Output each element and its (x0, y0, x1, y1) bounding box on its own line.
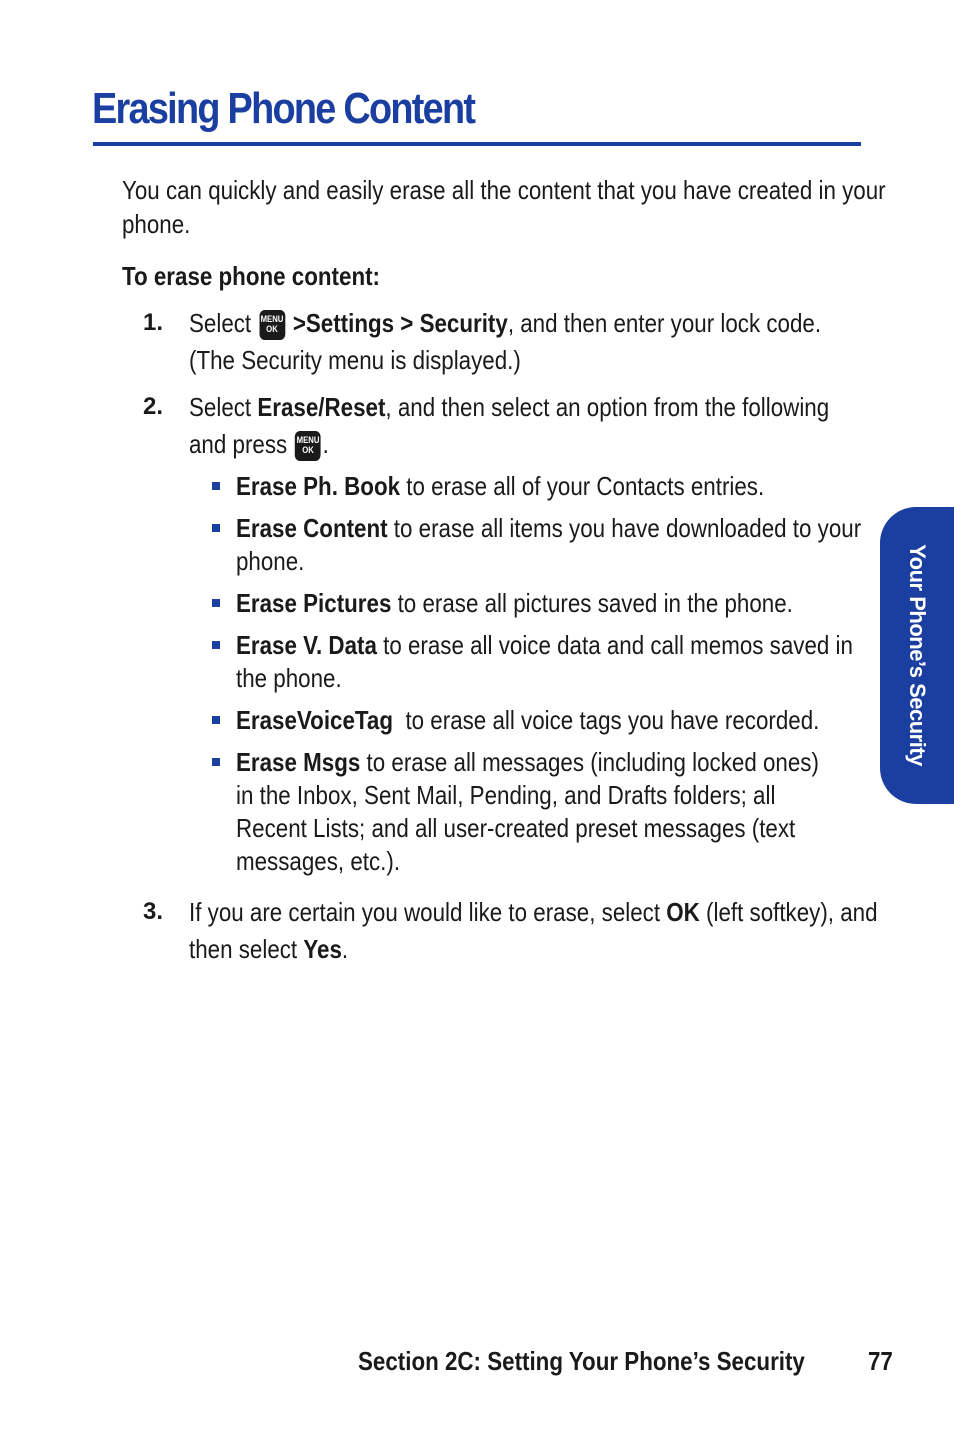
side-tab-label: Your Phone’s Security (905, 544, 930, 766)
step-3-line-2 (189, 932, 348, 966)
option-erase-voice-tag (236, 703, 819, 737)
option-term: Erase Content (236, 513, 388, 543)
option-erase-content-line-2: phone. (236, 546, 305, 576)
option-desc: to erase all items you have downloaded to your (393, 513, 862, 543)
option-erase-content (236, 511, 861, 545)
option-term: Erase Msgs (236, 747, 361, 777)
option-desc: to erase all voice data and call memos saved in (383, 630, 853, 660)
option-desc: to erase all voice tags you have recorded. (405, 705, 820, 735)
bullet-icon (212, 482, 220, 490)
option-term: EraseVoiceTag (236, 705, 394, 735)
step-2-line-2 (189, 427, 329, 461)
bullet-icon (212, 599, 220, 607)
step-1-menu-path: >Settings > Security (292, 308, 508, 338)
step-2-text-c: , and then select an option from the following (385, 392, 830, 422)
option-erase-msgs-line-3: Recent Lists; and all user-created preset messages (text (236, 813, 796, 843)
option-erase-pictures (236, 586, 793, 620)
menu-ok-key-icon (259, 310, 285, 340)
option-term: Erase V. Data (236, 630, 377, 660)
bullet-icon (212, 524, 220, 532)
step-2-text-d: and press (189, 429, 288, 459)
step-2-number: 2. (143, 393, 164, 420)
step-1-text-c: , and then enter your lock code. (507, 308, 822, 338)
step-3-number: 3. (143, 898, 164, 925)
option-erase-msgs (236, 745, 819, 779)
bullet-icon (212, 641, 220, 649)
menu-icon-bottom: OK (266, 324, 278, 335)
footer-section-title: Section 2C: Setting Your Phone’s Security (358, 1346, 805, 1376)
option-erase-ph-book (236, 469, 764, 503)
step-2-line-1 (189, 390, 829, 424)
option-erase-msgs-line-2: in the Inbox, Sent Mail, Pending, and Drafts folders; all (236, 780, 776, 810)
title-rule (93, 142, 861, 146)
step-3-line-1 (189, 895, 878, 929)
bullet-icon (212, 716, 220, 724)
page-title: Erasing Phone Content (92, 84, 475, 133)
step-3-text-f: . (341, 934, 349, 964)
step-1-line-2: (The Security menu is displayed.) (189, 345, 521, 375)
subheading (122, 259, 380, 293)
step-2-text-e: . (322, 429, 329, 459)
intro-line-2: phone. (122, 209, 191, 239)
step-3-text-d: then select (189, 934, 298, 964)
menu-icon-top: MENU (296, 435, 320, 446)
menu-icon-top: MENU (260, 314, 284, 325)
step-3-ok: OK (666, 897, 700, 927)
menu-icon-bottom: OK (302, 445, 314, 456)
option-erase-msgs-line-4: messages, etc.). (236, 846, 401, 876)
step-3-text-c: (left softkey), and (706, 897, 878, 927)
option-desc: to erase all pictures saved in the phone. (397, 588, 793, 618)
step-1-text-a: Select (189, 308, 252, 338)
step-3-yes: Yes (303, 934, 342, 964)
subheading-text: To erase phone content: (122, 261, 380, 291)
step-2-text-a: Select (189, 392, 252, 422)
option-desc: to erase all of your Contacts entries. (406, 471, 765, 501)
step-1-line-1 (189, 306, 821, 340)
step-1-number: 1. (143, 309, 164, 336)
option-desc: to erase all messages (including locked ones) (366, 747, 819, 777)
option-term: Erase Ph. Book (236, 471, 401, 501)
step-2-option: Erase/Reset (257, 392, 386, 422)
menu-ok-key-icon (295, 431, 321, 461)
option-erase-v-data-line-2: the phone. (236, 663, 342, 693)
footer-page-number: 77 (868, 1346, 893, 1376)
option-term: Erase Pictures (236, 588, 392, 618)
intro-line-1: You can quickly and easily erase all the content that you have created in your (122, 175, 886, 205)
option-erase-v-data (236, 628, 853, 662)
step-3-text-a: If you are certain you would like to erase, select (189, 897, 661, 927)
bullet-icon (212, 758, 220, 766)
